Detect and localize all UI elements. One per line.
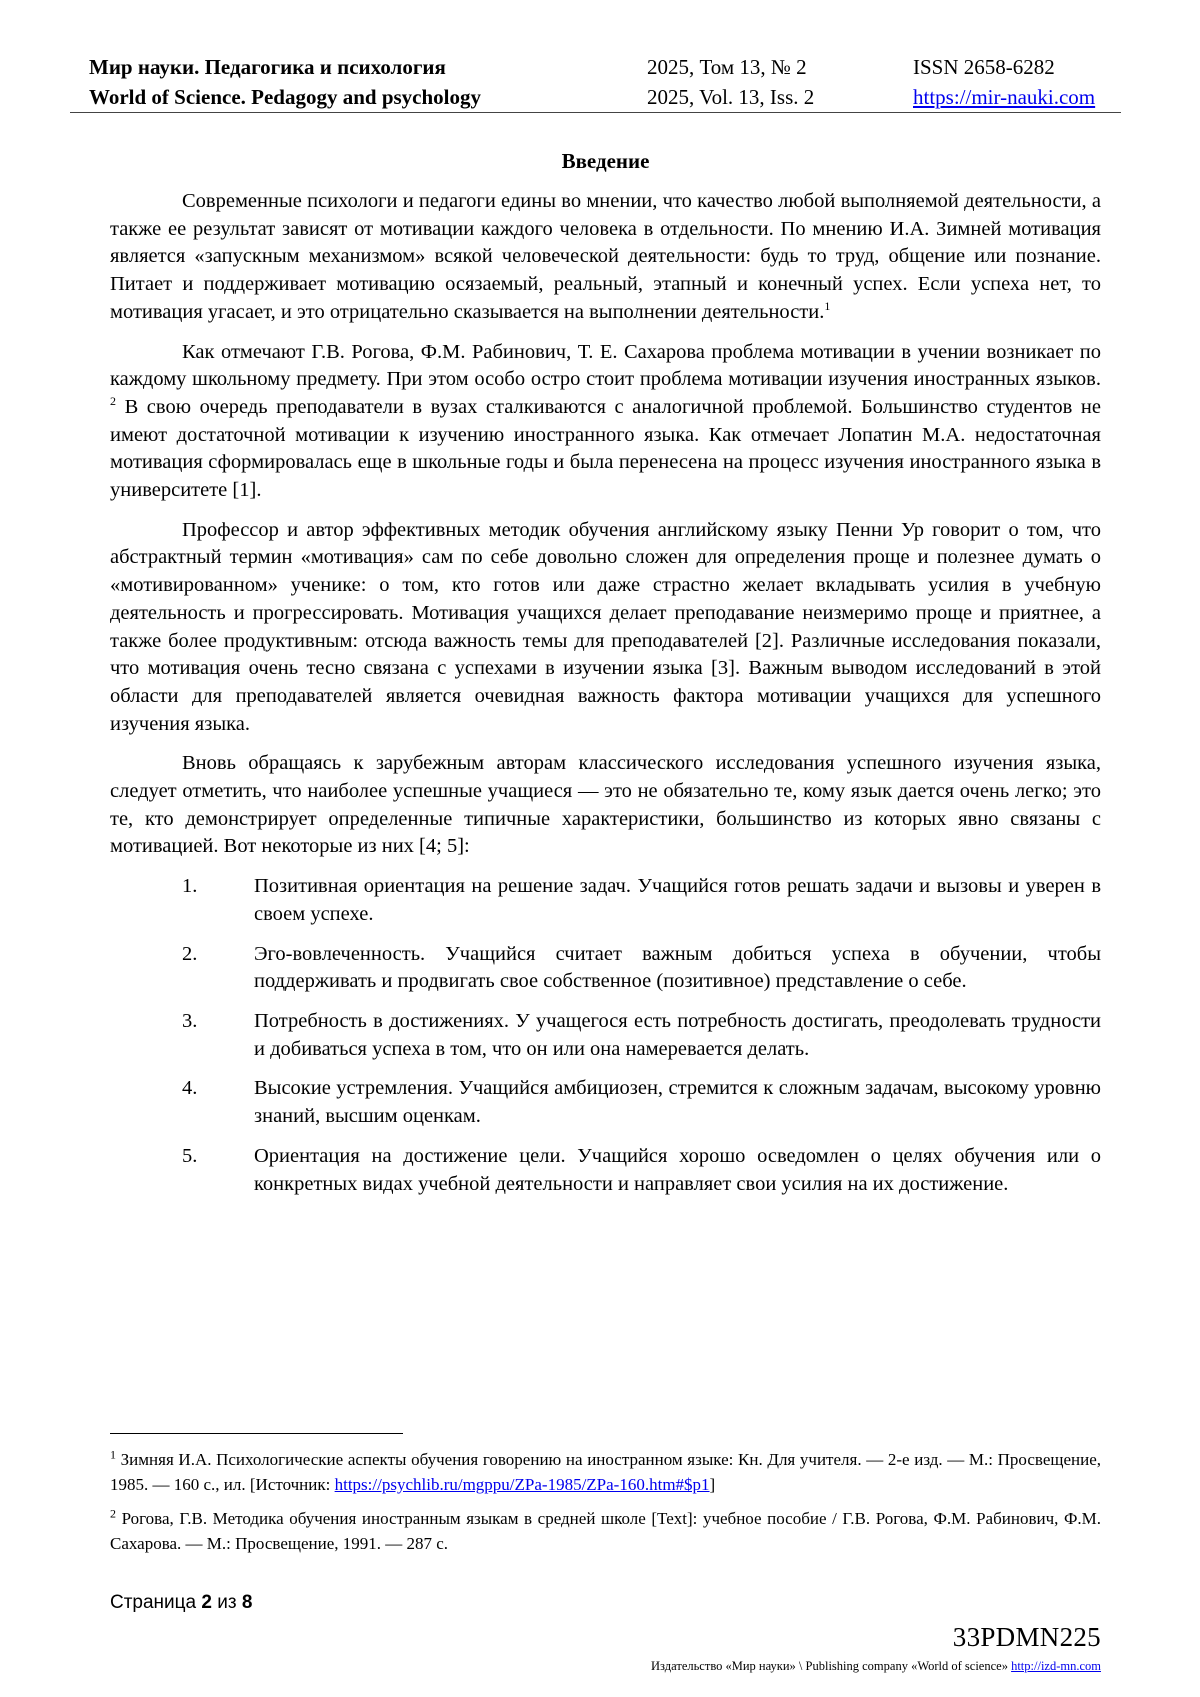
paragraph-text: Как отмечают Г.В. Рогова, Ф.М. Рабинович, Т. Е. Сахарова проблема мотивации в учении возникает по каждому школьному предмету. При этом особо остро стоит проблема мотивации изучения иностранных языков. — [110, 340, 1101, 391]
footnote-divider — [110, 1433, 403, 1434]
footnote-ref-1[interactable]: 1 — [824, 298, 831, 313]
section-title: Введение — [561, 149, 650, 173]
list-item — [110, 941, 1101, 996]
list-item — [110, 1143, 1101, 1198]
article-code: 33PDMN225 — [952, 1622, 1101, 1652]
footnote-2 — [110, 1506, 1101, 1556]
journal-title-ru: Мир науки. Педагогика и психология — [89, 55, 446, 79]
list-number: 5. — [182, 1144, 198, 1167]
list-text: Потребность в достижениях. У учащегося есть потребность достигать, преодолевать трудности и добиваться успеха в том, что он или она намеревается делать. — [254, 1009, 1101, 1060]
list-text: Высокие устремления. Учащийся амбициозен, стремится к сложным задачам, высокому уровню знаний, высшим оценкам. — [254, 1077, 1101, 1128]
list-text: Эго-вовлеченность. Учащийся считает важным добиться успеха в обучении, чтобы поддерживать и продвигать свое собственное (позитивное) представление о себе. — [254, 942, 1101, 993]
footnote-source-link[interactable]: https://psychlib.ru/mgppu/ZPa-1985/ZPa-160.htm#$p1 — [334, 1475, 710, 1494]
footnotes — [110, 1447, 1101, 1565]
footnote-ref-2[interactable]: 2 — [110, 394, 116, 409]
publisher-line — [651, 1659, 1101, 1674]
list-item — [110, 1008, 1101, 1063]
header-divider — [70, 112, 1121, 113]
list-number: 1. — [182, 875, 198, 898]
paragraph-text: В свою очередь преподаватели в вузах сталкиваются с аналогичной проблемой. Большинство студентов не имеют достаточной мотивации к изучению иностранного языка. Как отмечает Лопатин М.А. недостаточная мотивация сформировалась еще в школьные годы и была перенесена на процесс изучения иностранного языка в университете [1]. — [110, 395, 1101, 502]
paragraph-text: Современные психологи и педагоги едины во мнении, что качество любой выполняемой деятельности, а также ее результат зависят от мотивации каждого человека в отдельности. По мнению И.А. Зимней мотивация является «запускным механизмом» всякой человеческой деятельности: будь то труд, общение или познание. Питает и поддерживает мотивацию осязаемый, реальный, этапный и конечный успех. Если успеха нет, то мотивация угасает, и это отрицательно сказывается на выполнении деятельности. — [110, 190, 1101, 323]
list-number: 3. — [182, 1009, 198, 1032]
list-item — [110, 1075, 1101, 1130]
footnote-text: Рогова, Г.В. Методика обучения иностранным языкам в средней школе [Text]: учебное пособие / Г.В. Рогова, Ф.М. Рабинович, Ф.М. Сахарова. — М.: Просвещение, 1991. — 287 с. — [110, 1509, 1102, 1553]
issue-block — [647, 52, 814, 112]
page-total: 8 — [241, 1592, 253, 1613]
paragraph — [110, 339, 1101, 505]
footnote-mark: 2 — [110, 1506, 116, 1521]
page-prefix: Страница — [110, 1592, 202, 1613]
page-current: 2 — [201, 1592, 212, 1613]
publisher-link[interactable]: http://izd-mn.com — [1011, 1659, 1101, 1673]
issue-en: 2025, Vol. 13, Iss. 2 — [647, 85, 815, 109]
issn-block — [913, 52, 1095, 112]
journal-site-link[interactable]: https://mir-nauki.com — [913, 85, 1096, 109]
paragraph — [110, 188, 1101, 327]
footnote-tail: ] — [709, 1475, 716, 1494]
page-number — [110, 1592, 252, 1614]
list-text: Ориентация на достижение цели. Учащийся хорошо осведомлен о целях обучения или о конкретных видах учебной деятельности и направляет свои усилия на их достижение. — [254, 1144, 1101, 1195]
journal-title-en: World of Science. Pedagogy and psychology — [89, 85, 482, 109]
issn: ISSN 2658-6282 — [913, 55, 1055, 79]
article-body — [110, 146, 1101, 1210]
footnote-mark: 1 — [110, 1447, 116, 1462]
footnote-text: Зимняя И.А. Психологические аспекты обучения говорению на иностранном языке: Кн. Для учителя. — 2-е изд. — М.: Просвещение, 1985. — 160 с., ил. [Источник: — [110, 1450, 1101, 1494]
paragraph: Профессор и автор эффективных методик обучения английскому языку Пенни Ур говорит о том, что абстрактный термин «мотивация» сам по себе довольно сложен для определения проще и полезнее думать о «мотивированном» ученике: о том, кто готов или даже страстно желает вкладывать усилия в учебную деятельность и прогрессировать. Мотивация учащихся делает преподавание неизмеримо проще и приятнее, а также более продуктивным: отсюда важность темы для преподавателей [2]. Различные исследования показали, что мотивация очень тесно связана с успехами в изучении языка [3]. Важным выводом исследований в этой области для преподавателей является очевидная важность фактора мотивации учащихся для успешного изучения языка. — [110, 518, 1101, 735]
page-mid: из — [211, 1592, 242, 1613]
footnote-1 — [110, 1447, 1101, 1497]
journal-header — [89, 52, 1121, 112]
publisher-text: Издательство «Мир науки» \ Publishing company «World of science» — [651, 1659, 1012, 1673]
list-number: 4. — [182, 1077, 198, 1100]
paragraph: Вновь обращаясь к зарубежным авторам классического исследования успешного изучения языка, следует отметить, что наиболее успешные учащиеся — это не обязательно те, кому язык дается очень легко; это те, кто демонстрирует определенные типичные характеристики, большинство из которых явно связаны с мотивацией. Вот некоторые из них [4; 5]: — [110, 752, 1101, 858]
issue-ru: 2025, Том 13, № 2 — [647, 55, 807, 79]
list-item — [110, 873, 1101, 928]
list-text: Позитивная ориентация на решение задач. Учащийся готов решать задачи и вызовы и уверен в своем успехе. — [254, 875, 1101, 925]
journal-title-block — [89, 52, 481, 112]
list-number: 2. — [182, 942, 198, 965]
characteristics-list — [110, 873, 1101, 1198]
